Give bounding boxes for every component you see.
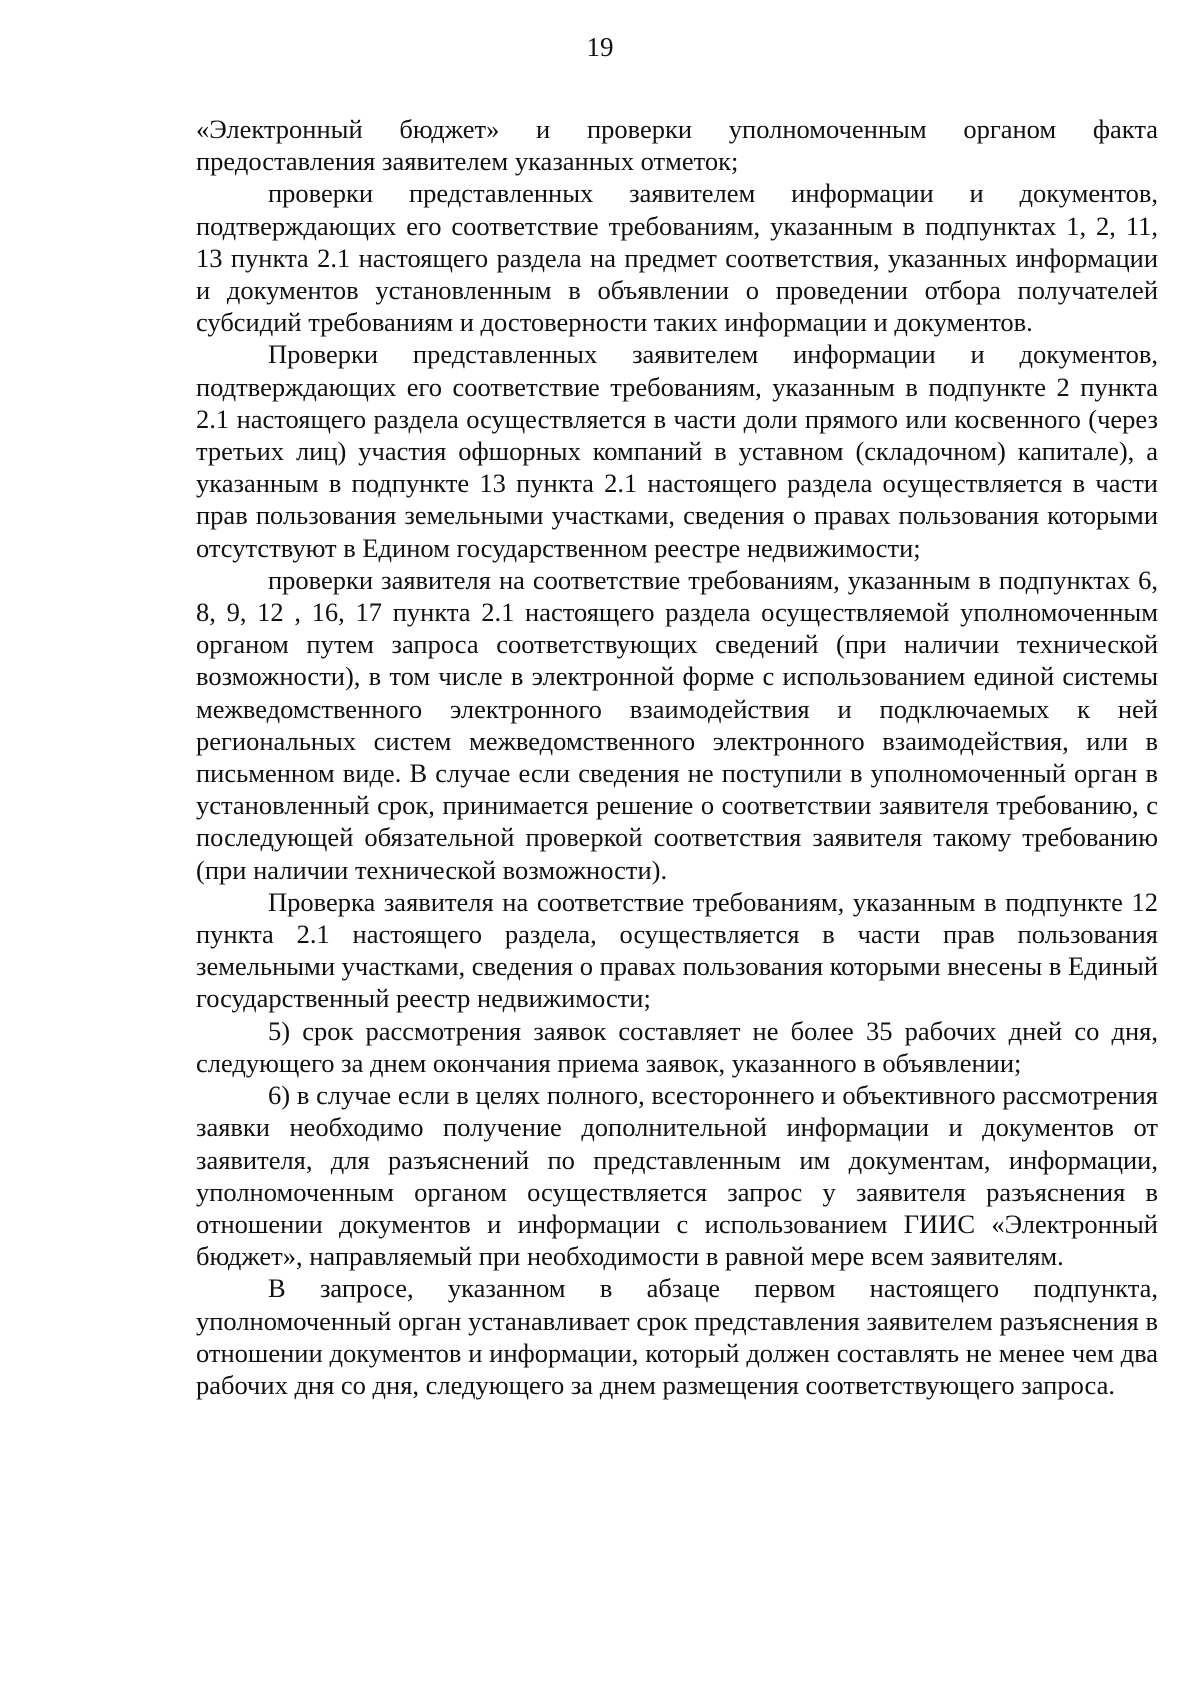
paragraph: проверки заявителя на соответствие требованиям, указанным в подпунктах 6, 8, 9, 12 , 16, 17 пункта 2.1 настоящего раздела осуществляемой уполномоченным органом путем запроса соответствующих сведений (при наличии технической возможности), в том числе в электронной форме с использованием единой системы межведомственного электронного взаимодействия и подключаемых к ней региональных систем межведомственного электронного взаимодействия, или в письменном виде. В случае если сведения не поступили в уполномоченный орган в установленный срок, принимается решение о соответствии заявителя требованию, с последующей обязательной проверкой соответствия заявителя такому требованию (при наличии технической возможности).	[196, 564, 1158, 885]
paragraph: «Электронный бюджет» и проверки уполномоченным органом факта предоставления заявителем указанных отметок;	[196, 114, 1158, 177]
paragraph: В запросе, указанном в абзаце первом настоящего подпункта, уполномоченный орган устанавливает срок представления заявителем разъяснения в отношении документов и информации, который должен составлять не менее чем два рабочих дня со дня, следующего за днем размещения соответствующего запроса.	[196, 1273, 1158, 1400]
paragraph: 6) в случае если в целях полного, всестороннего и объективного рассмотрения заявки необходимо получение дополнительной информации и документов от заявителя, для разъяснений по представленным им документам, информации, уполномоченным органом осуществляется запрос у заявителя разъяснения в отношении документов и информации с использованием ГИИС «Электронный бюджет», направляемый при необходимости в равной мере всем заявителям.	[196, 1080, 1158, 1272]
page-number: 19	[586, 32, 614, 62]
document-body	[196, 113, 1158, 1401]
paragraph: Проверка заявителя на соответствие требованиям, указанным в подпункте 12 пункта 2.1 настоящего раздела, осуществляется в части прав пользования земельными участками, сведения о правах пользования которыми внесены в Единый государственный реестр недвижимости;	[196, 886, 1158, 1014]
paragraph: проверки представленных заявителем информации и документов, подтверждающих его соответствие требованиям, указанным в подпунктах 1, 2, 11, 13 пункта 2.1 настоящего раздела на предмет соответствия, указанных информации и документов установленным в объявлении о проведении отбора получателей субсидий требованиям и достоверности таких информации и документов.	[196, 178, 1158, 338]
paragraph: 5) срок рассмотрения заявок составляет не более 35 рабочих дней со дня, следующего за днем окончания приема заявок, указанного в объявлении;	[196, 1015, 1158, 1078]
paragraph: Проверки представленных заявителем информации и документов, подтверждающих его соответствие требованиям, указанным в подпункте 2 пункта 2.1 настоящего раздела осуществляется в части доли прямого или косвенного (через третьих лиц) участия офшорных компаний в уставном (складочном) капитале), а указанным в подпункте 13 пункта 2.1 настоящего раздела осуществляется в части прав пользования земельными участками, сведения о правах пользования которыми отсутствуют в Едином государственном реестре недвижимости;	[196, 339, 1158, 563]
